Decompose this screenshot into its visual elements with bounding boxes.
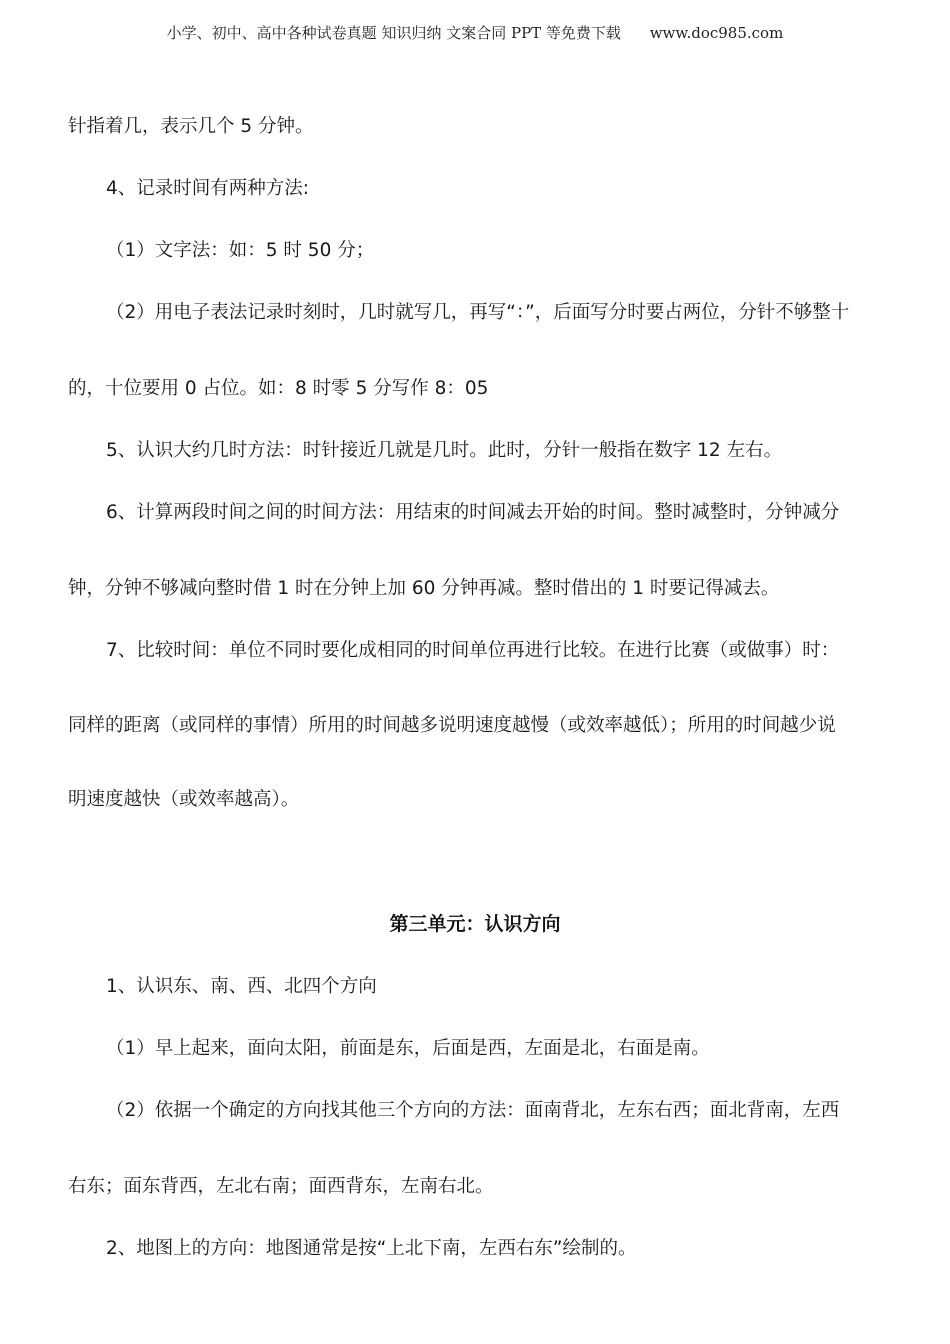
text-line-11: 明速度越快（或效率越高）。 [68, 789, 300, 810]
text-line-9: 7、比较时间：单位不同时要化成相同的时间单位再进行比较。在进行比赛（或做事）时： [106, 640, 840, 661]
text-line-5: 的，十位要用 0 占位。如：8 时零 5 分写作 8：05 [68, 378, 489, 399]
text-line-3: （1）文字法：如：5 时 50 分； [106, 240, 375, 261]
section-title: 第三单元：认识方向 [389, 913, 561, 935]
text-line-6: 5、认识大约几时方法：时针接近几就是几时。此时，分针一般指在数字 12 左右。 [106, 440, 783, 461]
text-line-4: （2）用电子表法记录时刻时，几时就写几，再写“：”，后面写分时要占两位，分针不够整十 [106, 302, 850, 323]
text-line-10: 同样的距离（或同样的事情）所用的时间越多说明速度越慢（或效率越低）；所用的时间越少说 [68, 715, 836, 736]
page-header [0, 22, 950, 43]
section-line-4: 右东；面东背西，左北右南；面西背东，左南右北。 [68, 1176, 494, 1197]
section-line-5: 2、地图上的方向：地图通常是按“上北下南，左西右东”绘制的。 [106, 1238, 637, 1259]
text-line-7: 6、计算两段时间之间的时间方法：用结束的时间减去开始的时间。整时减整时，分钟减分 [106, 502, 840, 523]
text-line-8: 钟，分钟不够减向整时借 1 时在分钟上加 60 分钟再减。整时借出的 1 时要记得减去。 [68, 578, 780, 599]
header-text: 小学、初中、高中各种试卷真题 知识归纳 文案合同 PPT 等免费下载 [166, 24, 621, 42]
text-line-1: 针指着几，表示几个 5 分钟。 [68, 116, 314, 137]
section-line-2: （1）早上起来，面向太阳，前面是东，后面是西，左面是北，右面是南。 [106, 1038, 710, 1059]
section-line-1: 1、认识东、南、西、北四个方向 [106, 976, 377, 997]
header-url[interactable]: www.doc985.com [649, 24, 784, 42]
text-line-2: 4、记录时间有两种方法: [106, 178, 310, 199]
section-line-3: （2）依据一个确定的方向找其他三个方向的方法：面南背北，左东右西；面北背南，左西 [106, 1100, 840, 1121]
